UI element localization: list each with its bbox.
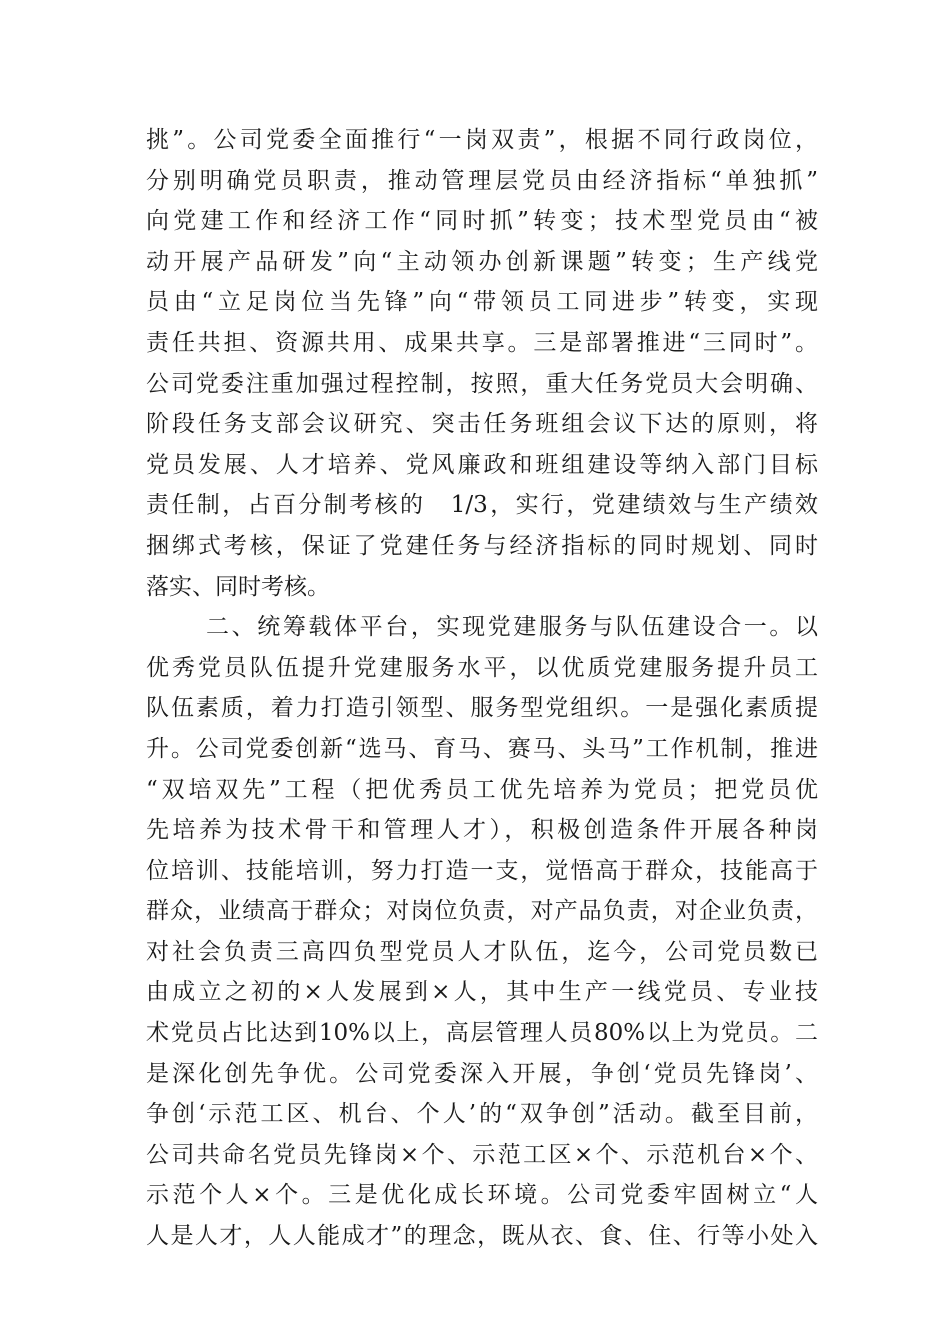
- text-line: 阶段任务支部会议研究、突击任务班组会议下达的原则，将: [146, 411, 818, 438]
- section-heading-line: 二、统筹载体平台，实现党建服务与队伍建设合一。以: [206, 614, 818, 641]
- text-line: 由成立之初的×人发展到×人，其中生产一线党员、专业技: [146, 979, 818, 1006]
- text-line: 先培养为技术骨干和管理人才），积极创造条件开展各种岗: [146, 817, 818, 844]
- text-line: 分别明确党员职责，推动管理层党员由经济指标“单独抓”: [146, 167, 818, 194]
- text-line: 争创‘示范工区、机台、个人’的“双争创”活动。截至目前，: [146, 1101, 818, 1128]
- text-line: 责任制，占百分制考核的 1/3，实行，党建绩效与生产绩效: [146, 492, 818, 519]
- text-line: 党员发展、人才培养、党风廉政和班组建设等纳入部门目标: [146, 451, 818, 478]
- text-line: 责任共担、资源共用、成果共享。三是部署推进“三同时”。: [146, 329, 818, 356]
- text-line: 人是人才，人人能成才”的理念，既从衣、食、住、行等小处入: [146, 1223, 818, 1250]
- text-line: 公司党委注重加强过程控制，按照，重大任务党员大会明确、: [146, 370, 818, 397]
- text-line: 升。公司党委创新“选马、育马、赛马、头马”工作机制，推进: [146, 735, 818, 762]
- text-line: 群众，业绩高于群众；对岗位负责，对产品负责，对企业负责，: [146, 898, 818, 925]
- text-line: 落实、同时考核。: [146, 573, 330, 600]
- text-line: 向党建工作和经济工作“同时抓”转变；技术型党员由“被: [146, 208, 818, 235]
- text-line: 术党员占比达到10%以上，高层管理人员80%以上为党员。二: [146, 1020, 818, 1047]
- text-line: 动开展产品研发”向“主动领办创新课题”转变；生产线党: [146, 248, 818, 275]
- text-line: 挑”。公司党委全面推行“一岗双责”，根据不同行政岗位，: [146, 127, 818, 153]
- text-line: 捆绑式考核，保证了党建任务与经济指标的同时规划、同时: [146, 532, 818, 559]
- text-line: 对社会负责三高四负型党员人才队伍，迄今，公司党员数已: [146, 938, 818, 965]
- text-line: 位培训、技能培训，努力打造一支，觉悟高于群众，技能高于: [146, 857, 818, 884]
- text-line: 队伍素质，着力打造引领型、服务型党组织。一是强化素质提: [146, 695, 818, 722]
- text-line: 员由“立足岗位当先锋”向“带领员工同进步”转变，实现: [146, 289, 818, 316]
- body-text: [146, 120, 818, 1257]
- text-line: “双培双先”工程（把优秀员工优先培养为党员；把党员优: [146, 776, 818, 803]
- text-line: 优秀党员队伍提升党建服务水平，以优质党建服务提升员工: [146, 654, 818, 681]
- text-line: 示范个人×个。三是优化成长环境。公司党委牢固树立“人: [146, 1182, 818, 1209]
- text-line: 是深化创先争优。公司党委深入开展，争创‘党员先锋岗’、: [146, 1060, 818, 1087]
- text-line: 公司共命名党员先锋岗×个、示范工区×个、示范机台×个、: [146, 1141, 818, 1168]
